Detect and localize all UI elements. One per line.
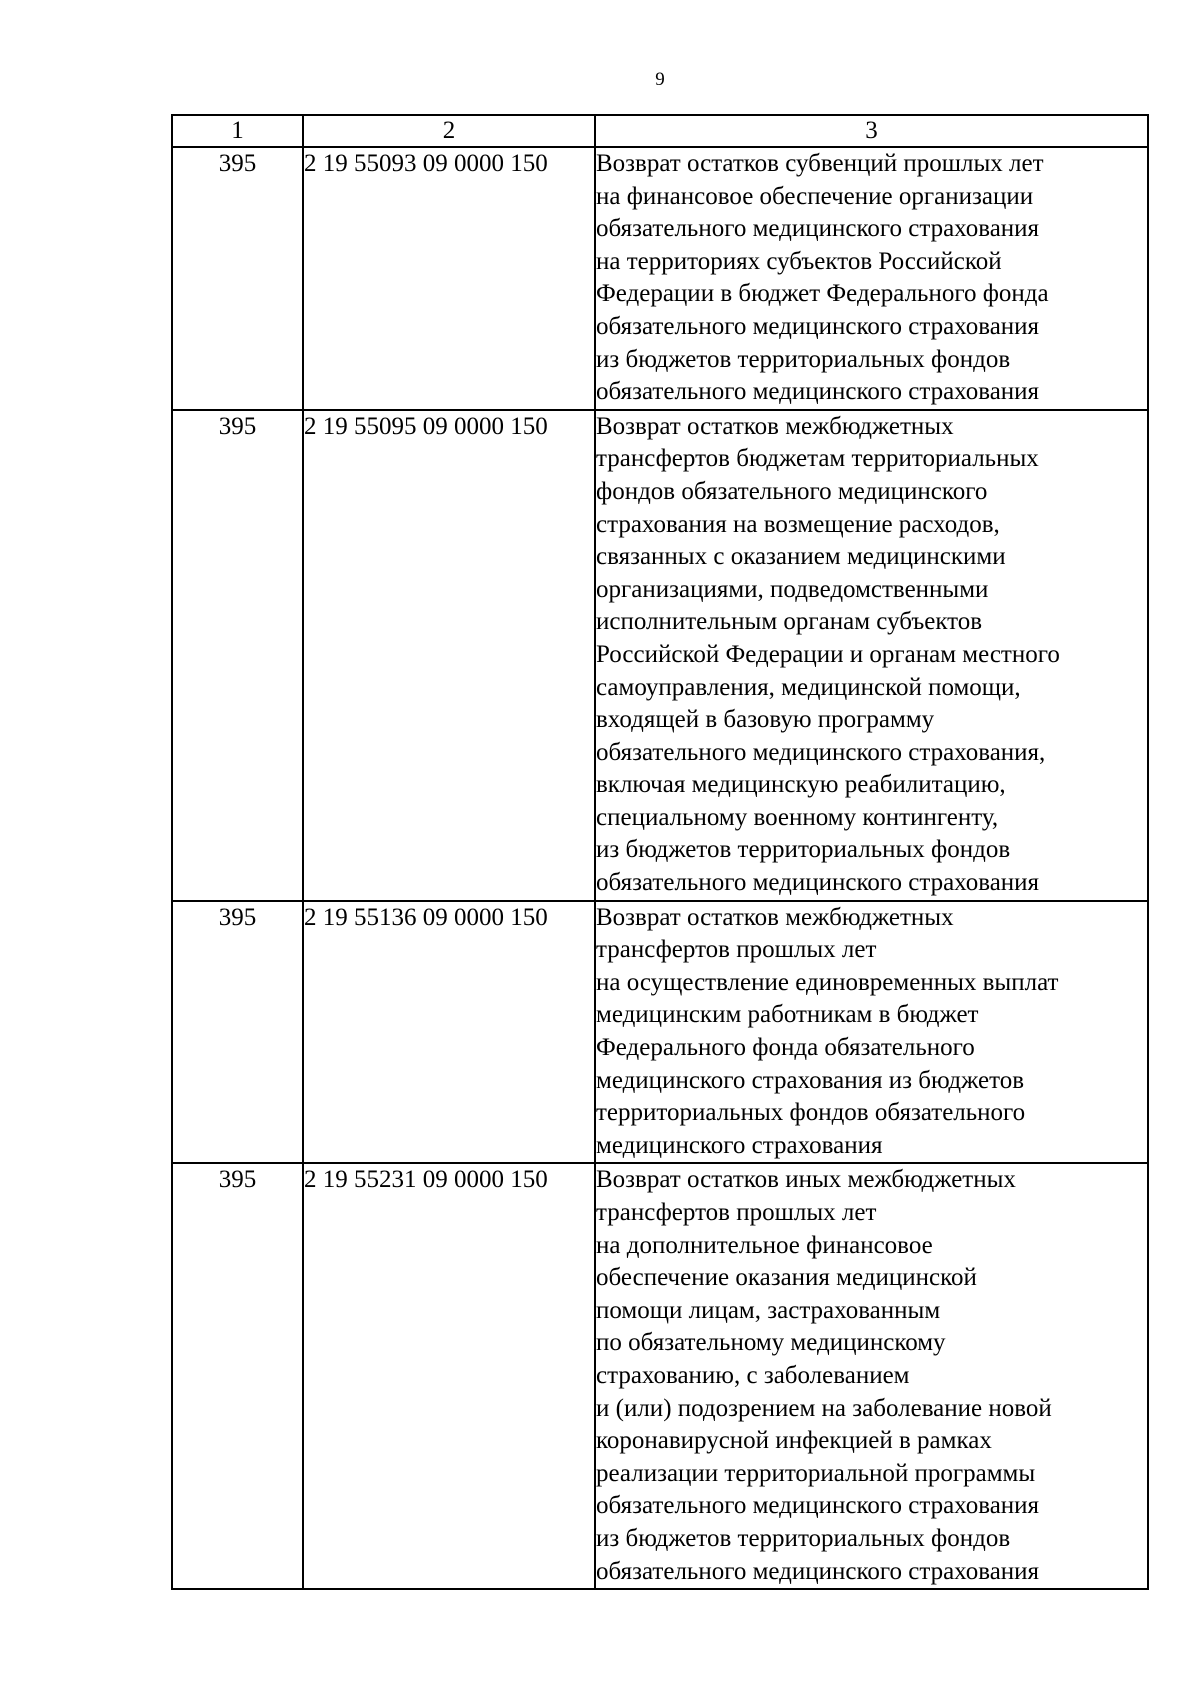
description-line: из бюджетов территориальных фондов — [596, 1524, 1011, 1552]
description-line: реализации территориальной программы — [596, 1459, 1036, 1487]
description-line: страхованию, с заболеванием — [596, 1361, 910, 1389]
description-line: обязательного медицинского страхования — [596, 215, 1040, 243]
description-line: медицинского страхования — [596, 1131, 883, 1159]
description-line: включая медицинскую реабилитацию, — [596, 771, 1006, 799]
description-line: на территориях субъектов Российской — [596, 247, 1002, 275]
table-row — [172, 1163, 1148, 1589]
description-line: обязательного медицинского страхования — [596, 869, 1040, 897]
description-line: трансфертов прошлых лет — [596, 936, 877, 964]
description-line: Возврат остатков субвенций прошлых лет — [596, 150, 1044, 177]
table-row — [172, 901, 1148, 1164]
description-line: и (или) подозрением на заболевание новой — [596, 1394, 1052, 1422]
description-line: Федерального фонда обязательного — [596, 1034, 975, 1062]
description-line: помощи лицам, застрахованным — [596, 1296, 941, 1324]
income-description-cell — [595, 901, 1148, 1164]
admin-code-cell: 395 — [172, 901, 303, 1164]
description-line: входящей в базовую программу — [596, 706, 935, 734]
description-line: самоуправления, медицинской помощи, — [596, 673, 1021, 701]
description-line: территориальных фондов обязательного — [596, 1099, 1026, 1127]
description-line: связанных с оказанием медицинскими — [596, 543, 1006, 571]
description-line: Возврат остатков межбюджетных — [596, 903, 954, 931]
income-description-cell — [595, 1163, 1148, 1589]
admin-code-cell: 395 — [172, 1163, 303, 1589]
table-row — [172, 410, 1148, 901]
description-line: фондов обязательного медицинского — [596, 477, 988, 505]
income-description-cell — [595, 147, 1148, 410]
description-line: обязательного медицинского страхования — [596, 1557, 1040, 1585]
budget-classification-code-cell: 2 19 55095 09 0000 150 — [303, 410, 595, 901]
admin-code-cell: 395 — [172, 410, 303, 901]
description-line: специальному военному контингенту, — [596, 803, 999, 831]
budget-classification-code-cell: 2 19 55136 09 0000 150 — [303, 901, 595, 1164]
header-row — [172, 115, 1148, 147]
description-line: медицинским работникам в бюджет — [596, 1001, 979, 1029]
income-description-cell — [595, 410, 1148, 901]
description-line: Возврат остатков межбюджетных — [596, 412, 954, 440]
header-col-2: 2 — [303, 115, 595, 147]
description-line: на осуществление единовременных выплат — [596, 968, 1059, 996]
description-line: трансфертов прошлых лет — [596, 1199, 877, 1226]
page-number: 9 — [655, 69, 665, 90]
description-line: обеспечение оказания медицинской — [596, 1264, 977, 1292]
description-line: обязательного медицинского страхования — [596, 378, 1040, 406]
description-line: обязательного медицинского страхования, — [596, 738, 1046, 766]
description-line: Российской Федерации и органам местного — [596, 640, 1060, 668]
budget-codes-table — [171, 114, 1149, 1590]
description-line: трансфертов бюджетам территориальных — [596, 445, 1039, 473]
description-line: Федерации в бюджет Федерального фонда — [596, 280, 1049, 308]
description-line: обязательного медицинского страхования — [596, 1492, 1040, 1520]
table-body — [172, 147, 1148, 1589]
description-line: Возврат остатков иных межбюджетных — [596, 1166, 1016, 1194]
description-line: на финансовое обеспечение организации — [596, 182, 1034, 210]
description-line: по обязательному медицинскому — [596, 1329, 946, 1357]
table-row — [172, 147, 1148, 410]
description-line: медицинского страхования из бюджетов — [596, 1066, 1025, 1094]
description-line: из бюджетов территориальных фондов — [596, 836, 1011, 864]
description-line: организациями, подведомственными — [596, 575, 989, 603]
description-line: страхования на возмещение расходов, — [596, 510, 1000, 538]
admin-code-cell: 395 — [172, 147, 303, 410]
description-line: на дополнительное финансовое — [596, 1231, 933, 1259]
description-line: обязательного медицинского страхования — [596, 312, 1040, 340]
description-line: из бюджетов территориальных фондов — [596, 345, 1011, 373]
header-col-3: 3 — [595, 115, 1148, 147]
description-line: исполнительным органам субъектов — [596, 608, 983, 636]
header-col-1: 1 — [172, 115, 303, 147]
budget-classification-code-cell: 2 19 55093 09 0000 150 — [303, 147, 595, 410]
budget-classification-code-cell: 2 19 55231 09 0000 150 — [303, 1163, 595, 1589]
description-line: коронавирусной инфекцией в рамках — [596, 1427, 992, 1455]
